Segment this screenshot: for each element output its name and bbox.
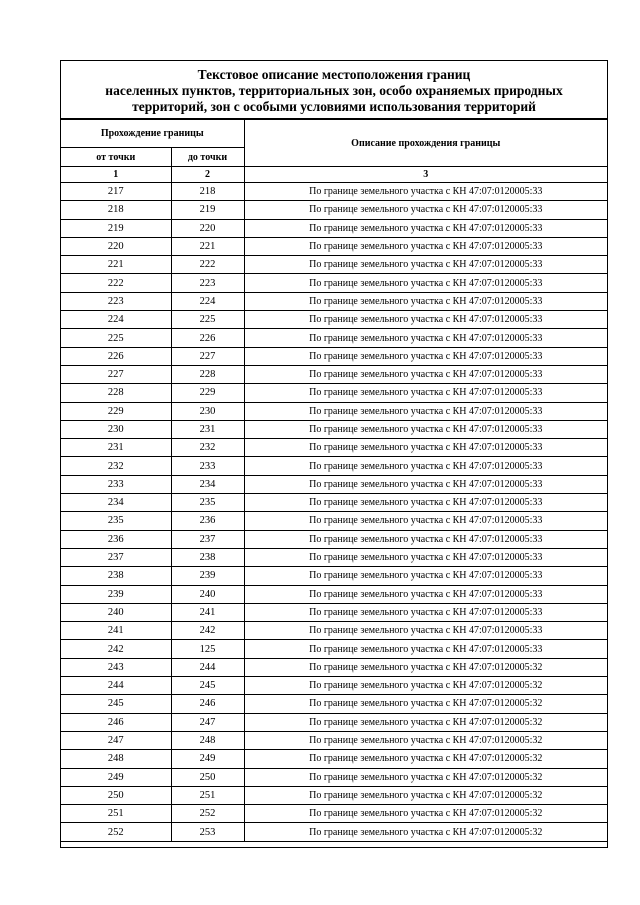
cell-to-point: 239 xyxy=(171,567,244,585)
cell-to-point: 251 xyxy=(171,786,244,804)
cell-description: По границе земельного участка с КН 47:07:0120005:33 xyxy=(244,347,607,365)
cell-from-point: 241 xyxy=(61,622,171,640)
cell-to-point: 247 xyxy=(171,713,244,731)
cell-from-point: 222 xyxy=(61,274,171,292)
cell-description: По границе земельного участка с КН 47:07:0120005:33 xyxy=(244,311,607,329)
header-to-point: до точки xyxy=(171,148,244,167)
cell-description: По границе земельного участка с КН 47:07:0120005:33 xyxy=(244,567,607,585)
table-row xyxy=(61,768,607,786)
cell-description: По границе земельного участка с КН 47:07:0120005:33 xyxy=(244,585,607,603)
cell-description: По границе земельного участка с КН 47:07:0120005:33 xyxy=(244,457,607,475)
cell-description: По границе земельного участка с КН 47:07:0120005:33 xyxy=(244,548,607,566)
table-row xyxy=(61,347,607,365)
cell-from-point: 249 xyxy=(61,768,171,786)
cell-from-point: 224 xyxy=(61,311,171,329)
header-description: Описание прохождения границы xyxy=(244,120,607,167)
table-row xyxy=(61,274,607,292)
table-row xyxy=(61,585,607,603)
cell-from-point: 246 xyxy=(61,713,171,731)
cell-description: По границе земельного участка с КН 47:07:0120005:32 xyxy=(244,768,607,786)
table-row xyxy=(61,365,607,383)
cell-from-point: 247 xyxy=(61,731,171,749)
table-row xyxy=(61,201,607,219)
cell-from-point: 234 xyxy=(61,494,171,512)
cell-description: По границе земельного участка с КН 47:07:0120005:33 xyxy=(244,201,607,219)
table-row xyxy=(61,658,607,676)
cell-description: По границе земельного участка с КН 47:07:0120005:33 xyxy=(244,530,607,548)
cell-description: По границе земельного участка с КН 47:07:0120005:33 xyxy=(244,292,607,310)
cell-description: По границе земельного участка с КН 47:07:0120005:33 xyxy=(244,420,607,438)
title-line-2: населенных пунктов, территориальных зон, особо охраняемых природных xyxy=(105,83,563,98)
table-row xyxy=(61,677,607,695)
cell-from-point: 248 xyxy=(61,750,171,768)
cell-description: По границе земельного участка с КН 47:07:0120005:33 xyxy=(244,237,607,255)
table-row xyxy=(61,329,607,347)
table-row xyxy=(61,311,607,329)
cell-from-point: 244 xyxy=(61,677,171,695)
table-row xyxy=(61,805,607,823)
cell-to-point: 238 xyxy=(171,548,244,566)
cell-to-point: 230 xyxy=(171,402,244,420)
cell-description: По границе земельного участка с КН 47:07:0120005:33 xyxy=(244,622,607,640)
cell-from-point: 242 xyxy=(61,640,171,658)
cell-to-point: 221 xyxy=(171,237,244,255)
cell-from-point: 245 xyxy=(61,695,171,713)
table-row xyxy=(61,823,607,841)
cell-from-point: 233 xyxy=(61,475,171,493)
table-row xyxy=(61,512,607,530)
cell-to-point: 242 xyxy=(171,622,244,640)
cell-description: По границе земельного участка с КН 47:07:0120005:33 xyxy=(244,274,607,292)
cell-description: По границе земельного участка с КН 47:07:0120005:33 xyxy=(244,256,607,274)
cell-to-point: 241 xyxy=(171,603,244,621)
cell-description: По границе земельного участка с КН 47:07:0120005:33 xyxy=(244,640,607,658)
header-col-number-2: 2 xyxy=(171,167,244,183)
table-row xyxy=(61,786,607,804)
table-row xyxy=(61,384,607,402)
cell-description: По границе земельного участка с КН 47:07:0120005:33 xyxy=(244,183,607,201)
cell-description: По границе земельного участка с КН 47:07:0120005:33 xyxy=(244,603,607,621)
cell-description: По границе земельного участка с КН 47:07:0120005:32 xyxy=(244,750,607,768)
document-page xyxy=(60,60,608,848)
table-row xyxy=(61,750,607,768)
header-col-number-3: 3 xyxy=(244,167,607,183)
cell-from-point: 221 xyxy=(61,256,171,274)
cell-to-point: 231 xyxy=(171,420,244,438)
table-row xyxy=(61,548,607,566)
cell-to-point: 218 xyxy=(171,183,244,201)
cell-description: По границе земельного участка с КН 47:07:0120005:33 xyxy=(244,365,607,383)
cell-description: По границе земельного участка с КН 47:07:0120005:33 xyxy=(244,219,607,237)
cell-to-point: 223 xyxy=(171,274,244,292)
boundary-table xyxy=(61,119,607,842)
table-row xyxy=(61,713,607,731)
cell-from-point: 219 xyxy=(61,219,171,237)
cell-to-point: 125 xyxy=(171,640,244,658)
cell-from-point: 238 xyxy=(61,567,171,585)
cell-to-point: 236 xyxy=(171,512,244,530)
cell-from-point: 237 xyxy=(61,548,171,566)
cell-from-point: 229 xyxy=(61,402,171,420)
cell-to-point: 244 xyxy=(171,658,244,676)
header-from-point: от точки xyxy=(61,148,171,167)
cell-to-point: 226 xyxy=(171,329,244,347)
cell-to-point: 252 xyxy=(171,805,244,823)
cell-from-point: 243 xyxy=(61,658,171,676)
cell-from-point: 225 xyxy=(61,329,171,347)
cell-from-point: 230 xyxy=(61,420,171,438)
cell-to-point: 234 xyxy=(171,475,244,493)
cell-from-point: 252 xyxy=(61,823,171,841)
cell-from-point: 227 xyxy=(61,365,171,383)
cell-to-point: 232 xyxy=(171,439,244,457)
header-boundary-passage: Прохождение границы xyxy=(61,120,244,148)
cell-description: По границе земельного участка с КН 47:07:0120005:33 xyxy=(244,402,607,420)
table-row xyxy=(61,402,607,420)
cell-from-point: 239 xyxy=(61,585,171,603)
cell-to-point: 248 xyxy=(171,731,244,749)
cell-to-point: 224 xyxy=(171,292,244,310)
cell-from-point: 240 xyxy=(61,603,171,621)
cell-to-point: 227 xyxy=(171,347,244,365)
cell-description: По границе земельного участка с КН 47:07:0120005:32 xyxy=(244,823,607,841)
table-body xyxy=(61,183,607,842)
cell-description: По границе земельного участка с КН 47:07:0120005:33 xyxy=(244,494,607,512)
cell-to-point: 222 xyxy=(171,256,244,274)
table-row xyxy=(61,237,607,255)
cell-description: По границе земельного участка с КН 47:07:0120005:32 xyxy=(244,658,607,676)
cell-from-point: 223 xyxy=(61,292,171,310)
cell-description: По границе земельного участка с КН 47:07:0120005:33 xyxy=(244,512,607,530)
cell-to-point: 250 xyxy=(171,768,244,786)
cell-from-point: 232 xyxy=(61,457,171,475)
cell-from-point: 218 xyxy=(61,201,171,219)
cell-description: По границе земельного участка с КН 47:07:0120005:32 xyxy=(244,695,607,713)
table-row xyxy=(61,256,607,274)
cell-to-point: 246 xyxy=(171,695,244,713)
cell-to-point: 219 xyxy=(171,201,244,219)
cell-from-point: 235 xyxy=(61,512,171,530)
table-row xyxy=(61,420,607,438)
cell-from-point: 251 xyxy=(61,805,171,823)
cell-from-point: 236 xyxy=(61,530,171,548)
cell-from-point: 228 xyxy=(61,384,171,402)
table-row xyxy=(61,475,607,493)
cell-to-point: 237 xyxy=(171,530,244,548)
cell-description: По границе земельного участка с КН 47:07:0120005:33 xyxy=(244,384,607,402)
cell-description: По границе земельного участка с КН 47:07:0120005:33 xyxy=(244,475,607,493)
table-row xyxy=(61,183,607,201)
table-row xyxy=(61,640,607,658)
cell-to-point: 249 xyxy=(171,750,244,768)
table-row xyxy=(61,731,607,749)
cell-to-point: 240 xyxy=(171,585,244,603)
cell-description: По границе земельного участка с КН 47:07:0120005:32 xyxy=(244,677,607,695)
table-row xyxy=(61,567,607,585)
cell-description: По границе земельного участка с КН 47:07:0120005:33 xyxy=(244,439,607,457)
title-line-3: территорий, зон с особыми условиями использования территорий xyxy=(132,99,536,114)
cell-to-point: 220 xyxy=(171,219,244,237)
table-row xyxy=(61,292,607,310)
title-line-1: Текстовое описание местоположения границ xyxy=(197,67,471,82)
cell-from-point: 226 xyxy=(61,347,171,365)
table-row xyxy=(61,622,607,640)
cell-description: По границе земельного участка с КН 47:07:0120005:32 xyxy=(244,805,607,823)
table-row xyxy=(61,439,607,457)
table-row xyxy=(61,603,607,621)
cell-description: По границе земельного участка с КН 47:07:0120005:32 xyxy=(244,786,607,804)
cell-to-point: 235 xyxy=(171,494,244,512)
cell-description: По границе земельного участка с КН 47:07:0120005:33 xyxy=(244,329,607,347)
table-row xyxy=(61,530,607,548)
cell-description: По границе земельного участка с КН 47:07:0120005:32 xyxy=(244,731,607,749)
cell-to-point: 245 xyxy=(171,677,244,695)
cell-to-point: 253 xyxy=(171,823,244,841)
cell-to-point: 233 xyxy=(171,457,244,475)
table-row xyxy=(61,219,607,237)
table-row xyxy=(61,695,607,713)
document-title xyxy=(61,61,607,119)
cell-to-point: 229 xyxy=(171,384,244,402)
table-row xyxy=(61,457,607,475)
cell-to-point: 228 xyxy=(171,365,244,383)
cell-from-point: 250 xyxy=(61,786,171,804)
cell-description: По границе земельного участка с КН 47:07:0120005:32 xyxy=(244,713,607,731)
cell-from-point: 220 xyxy=(61,237,171,255)
header-col-number-1: 1 xyxy=(61,167,171,183)
cell-from-point: 231 xyxy=(61,439,171,457)
cell-to-point: 225 xyxy=(171,311,244,329)
cell-from-point: 217 xyxy=(61,183,171,201)
table-row xyxy=(61,494,607,512)
